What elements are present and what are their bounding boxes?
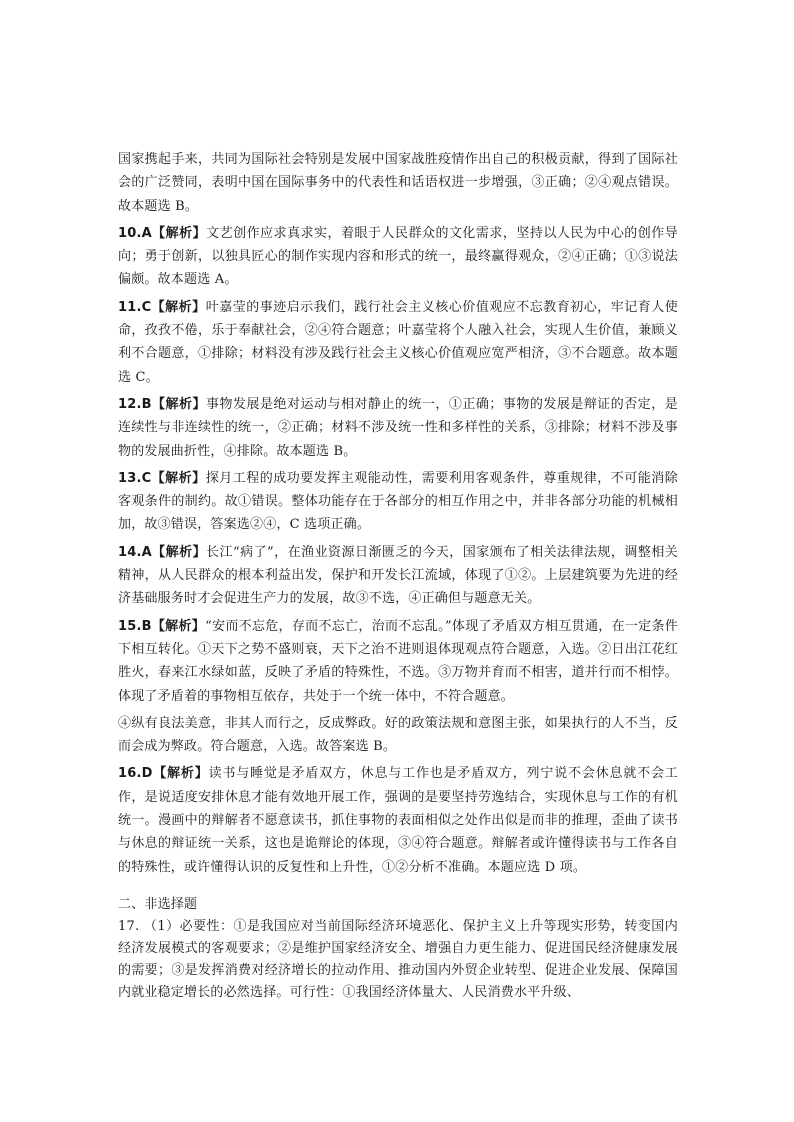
answer-10 xyxy=(118,222,678,292)
analysis-text: 事物发展是绝对运动与相对静止的统一，①正确；事物的发展是辩证的否定，是连续性与非连续性的统一，②正确；材料不涉及统一性和多样性的关系，③排除；材料不涉及事物的发展曲折性，④排除。故本题选 B。 xyxy=(118,396,678,459)
paragraph-text: 国家携起手来，共同为国际社会特别是发展中国家战胜疫情作出自己的积极贡献，得到了国际社会的广泛赞同，表明中国在国际事务中的代表性和话语权进一步增强，③正确；②④观点错误。故本题选 B。 xyxy=(118,152,678,214)
analysis-tag: 【解析】 xyxy=(151,544,207,560)
answer-12 xyxy=(118,393,678,463)
analysis-tag: 【解析】 xyxy=(151,396,207,412)
analysis-text: 长江“病了”，在渔业资源日渐匮乏的今天，国家颁布了相关法律法规，调整相关精神，从人民群众的根本利益出发，保护和开发长江流域，体现了①②。上层建筑要为先进的经济基础服务时才会促进生产力的发展，故③不选，④正确但与题意无关。 xyxy=(118,544,678,607)
question-number: 10.A xyxy=(118,225,152,241)
analysis-text: 读书与睡觉是矛盾双方，休息与工作也是矛盾双方，列宁说不会休息就不会工作，是说适度安排休息才能有效地开展工作，强调的是要坚持劳逸结合，实现休息与工作的有机统一。漫画中的辩解者不愿意读书，抓住事物的表面相似之处作出似是而非的推理，歪曲了读书与休息的辩证统一关系，这也是诡辩论的体现，③④符合题意。辩解者或许懂得读书与工作各自的特殊性，或许懂得认识的反复性和上升性，①②分析不准确。本题应选 D 项。 xyxy=(118,766,678,875)
question-number: 15.B xyxy=(118,618,152,634)
answer-11 xyxy=(118,296,678,389)
question-number: 16.D xyxy=(118,766,153,782)
question-number: 13.C xyxy=(118,470,152,486)
document-page xyxy=(118,148,678,1004)
answer-17 xyxy=(118,916,678,1004)
question-number: 14.A xyxy=(118,544,152,560)
analysis-tag: 【解析】 xyxy=(151,618,206,634)
answer-13 xyxy=(118,467,678,537)
section-title: 二、非选择题 xyxy=(118,896,198,912)
analysis-tag: 【解析】 xyxy=(151,299,206,315)
analysis-text: 叶嘉莹的事迹启示我们，践行社会主义核心价值观应不忘教育初心，牢记育人使命，孜孜不倦，乐于奉献社会，②④符合题意；叶嘉莹将个人融入社会，实现人生价值，兼顾义利不合题意，①排除；材料没有涉及践行社会主义核心价值观应宽严相济，③不合题意。故本题选 C。 xyxy=(118,299,678,385)
question-number: 11.C xyxy=(118,299,152,315)
analysis-text: ④纵有良法美意，非其人而行之，反成弊政。好的政策法规和意图主张，如果执行的人不当，反而会成为弊政。符合题意，入选。故答案选 B。 xyxy=(118,715,678,755)
answer-17-text: 17. （1）必要性：①是我国应对当前国际经济环境恶化、保护主义上升等现实形势，转变国内经济发展模式的客观要求；②是维护国家经济安全、增强自力更生能力、促进国民经济健康发展的需要；③是发挥消费对经济增长的拉动作用、推动国内外贸企业转型、促进企业发展、保障国内就业稳定增长的必然选择。可行性：①我国经济体量大、人民消费水平升级、 xyxy=(118,919,678,1001)
analysis-tag: 【解析】 xyxy=(151,470,206,486)
answer-16 xyxy=(118,762,678,878)
question-number: 12.B xyxy=(118,396,152,412)
analysis-text: 文艺创作应求真求实，着眼于人民群众的文化需求，坚持以人民为中心的创作导向；勇于创新，以独具匠心的制作实现内容和形式的统一，最终赢得观众，②④正确；①③说法偏颇。故本题选 A。 xyxy=(118,225,678,288)
paragraph-continuation xyxy=(118,148,678,218)
answer-14 xyxy=(118,541,678,611)
analysis-text: “安而不忘危，存而不忘亡，治而不忘乱。”体现了矛盾双方相互贯通，在一定条件下相互转化。①天下之势不盛则衰，天下之治不进则退体现观点符合题意，入选。②日出江花红胜火，春来江水绿如蓝，反映了矛盾的特殊性，不选。③万物并育而不相害，道并行而不相悖。体现了矛盾着的事物相互依存，共处于一个统一体中，不符合题意。 xyxy=(118,618,678,704)
analysis-text: 探月工程的成功要发挥主观能动性，需要利用客观条件，尊重规律，不可能消除客观条件的制约。故①错误。整体功能存在于各部分的相互作用之中，并非各部分功能的机械相加，故③错误，答案选②④，C 选项正确。 xyxy=(118,470,678,533)
analysis-tag: 【解析】 xyxy=(151,225,207,241)
analysis-tag: 【解析】 xyxy=(152,766,209,782)
answer-15 xyxy=(118,615,678,708)
answer-15-continued xyxy=(118,712,678,759)
